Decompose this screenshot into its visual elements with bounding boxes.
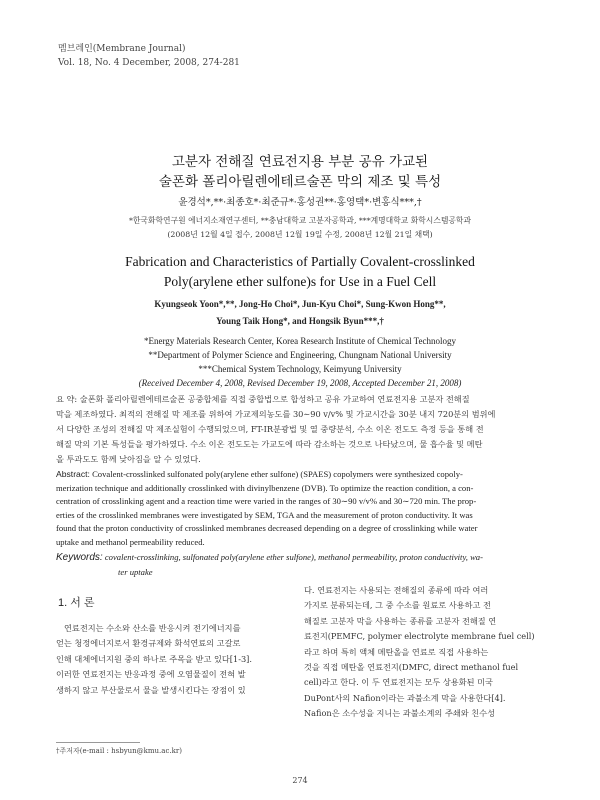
korean-abstract-line: 해질 막의 기본 특성들을 평가하였다. 수소 이온 전도도는 가교도에 따라 감소하는 것으로 나타났으며, 물 흡수율 및 메탄 xyxy=(56,439,483,449)
english-title-line: Poly(arylene ether sulfone)s for Use in a Fuel Cell xyxy=(163,274,437,289)
body-line: cell)라고 한다. 이 두 연료전지는 모두 상용화된 미국 xyxy=(304,677,493,688)
english-affiliation-line: ***Chemical System Technology, Keimyung University xyxy=(198,364,402,374)
body-line: 생하지 않고 부산물로서 물을 발생시킨다는 장점이 있 xyxy=(56,684,246,695)
body-line: 이러한 연료전지는 반응과정 중에 오염물질이 전혀 발 xyxy=(56,669,246,680)
english-title xyxy=(0,252,600,292)
korean-abstract-line: 서 다양한 조성의 전해질 막 제조실험이 수행되었으며, FT-IR분광법 및 열 중량분석, 수소 이온 전도도 측정 등을 통해 전 xyxy=(56,424,484,434)
korean-title-line: 술폰화 폴리아릴렌에테르술폰 막의 제조 및 특성 xyxy=(158,174,442,190)
korean-abstract-line: 막을 제조하였다. 최적의 전해질 막 제조를 위하여 가교제의농도를 30∼90 v/v% 및 가교시간을 30분 내지 720분의 범위에 xyxy=(56,409,496,419)
korean-abstract xyxy=(56,392,544,467)
journal-issue: Vol. 18, No. 4 December, 2008, 274-281 xyxy=(58,58,240,68)
english-authors xyxy=(0,296,600,330)
body-line: 얻는 청정에너지로서 환경규제와 화석연료의 고갈로 xyxy=(56,638,241,649)
keywords-line: covalent-crosslinking, sulfonated poly(arylene ether sulfone), methanol permeability, proton conductivity, wa- xyxy=(104,552,483,562)
english-abstract-line: found that the proton conductivity of crosslinked membranes decreased depending on a degree of crosslinking while water xyxy=(56,523,478,534)
english-abstract-line: centration of crosslinking agent and a reaction time were varied in the ranges of 30∼90 v/v% and 30∼720 min. The prop- xyxy=(56,496,477,507)
keywords-block xyxy=(56,550,544,579)
english-abstract xyxy=(56,468,544,550)
section-heading: 1. 서 론 xyxy=(58,597,95,609)
body-line: 해질로 고분자 막을 사용하는 종류를 고분자 전해질 연 xyxy=(304,615,497,626)
body-line: 가지로 분류되는데, 그 중 수소를 원료로 사용하고 전 xyxy=(304,600,491,611)
keywords-label: Keywords: xyxy=(56,552,103,563)
journal-name: 멤브레인(Membrane Journal) xyxy=(58,44,186,54)
korean-affiliation-block xyxy=(0,214,600,242)
korean-authors: 윤경석*,**·최종호*·최준규*·홍성권**·홍영택*·변홍식***,† xyxy=(178,197,422,208)
body-line: 다. 연료전지는 사용되는 전해질의 종류에 따라 여러 xyxy=(304,585,489,595)
page-number: 274 xyxy=(292,776,308,785)
korean-title-line: 고분자 전해질 연료전지용 부분 공유 가교된 xyxy=(171,154,429,170)
korean-title xyxy=(0,152,600,192)
body-line: 료전지(PEMFC, polymer electrolyte membrane fuel cell) xyxy=(304,631,535,642)
english-authors-line: Young Taik Hong*, and Hongsik Byun***,† xyxy=(216,316,384,326)
abstract-label: Abstract: xyxy=(56,469,90,479)
body-left-column xyxy=(56,621,284,698)
body-line: 연료전지는 수소와 산소를 반응시켜 전기에너지를 xyxy=(64,623,241,633)
body-line: DuPont사의 Nafion이라는 과불소계 막을 사용한다[4]. xyxy=(304,692,506,703)
english-abstract-line: uptake and methanol permeability reduced. xyxy=(56,536,205,547)
english-abstract-line: Covalent-crosslinked sulfonated poly(arylene ether sulfone) (SPAES) copolymers were synthesized copoly- xyxy=(92,469,463,479)
journal-header xyxy=(58,42,240,70)
body-right-column xyxy=(304,583,544,722)
corresponding-author-footnote: †주저자(e-mail : hsbyun@kmu.ac.kr) xyxy=(56,747,182,755)
english-title-line: Fabrication and Characteristics of Partially Covalent-crosslinked xyxy=(125,254,475,269)
english-abstract-line: erties of the crosslinked membranes were investigated by SEM, TGA and the measurement of proton conductivity. It was xyxy=(56,509,473,520)
korean-dates: (2008년 12월 4일 접수, 2008년 12월 19일 수정, 2008년 12월 21일 채택) xyxy=(167,230,433,239)
korean-abstract-line: 요 약: 술폰화 폴리아릴렌에테르술폰 공중합체를 직접 중합법으로 합성하고 공유 가교하여 연료전지용 고분자 전해질 xyxy=(56,394,470,404)
body-line: 것을 직접 메탄올 연료전지(DMFC, direct methanol fuel xyxy=(304,662,519,673)
body-line: Nafion은 소수성을 지니는 과불소계의 주쇄와 친수성 xyxy=(304,708,495,719)
korean-abstract-line: 올 투과도도 함께 낮아짐을 알 수 있었다. xyxy=(56,454,201,464)
korean-affiliation: *한국화학연구원 에너지소재연구센터, **충남대학교 고분자공학과, ***계명대학교 화학시스템공학과 xyxy=(128,216,471,225)
body-line: 인해 대체에너지원 중의 하나로 주목을 받고 있다[1-3]. xyxy=(56,653,252,664)
footnote-divider xyxy=(56,742,140,743)
english-authors-line: Kyungseok Yoon*,**, Jong-Ho Choi*, Jun-Kyu Choi*, Sung-Kwon Hong**, xyxy=(154,299,446,309)
body-line: 라고 하며 특히 액체 메탄올을 연료로 직접 사용하는 xyxy=(304,646,489,657)
english-abstract-line: merization technique and additionally crosslinked with divinylbenzene (DVB). To optimize the reaction condition, a con- xyxy=(56,482,474,493)
english-affiliation-line: **Department of Polymer Science and Engineering, Chungnam National University xyxy=(148,350,452,360)
received-dates: (Received December 4, 2008, Revised December 19, 2008, Accepted December 21, 2008) xyxy=(138,378,462,388)
english-affiliations xyxy=(0,334,600,390)
keywords-line: ter uptake xyxy=(118,567,153,577)
english-affiliation-line: *Energy Materials Research Center, Korea Research Institute of Chemical Technology xyxy=(143,336,457,346)
